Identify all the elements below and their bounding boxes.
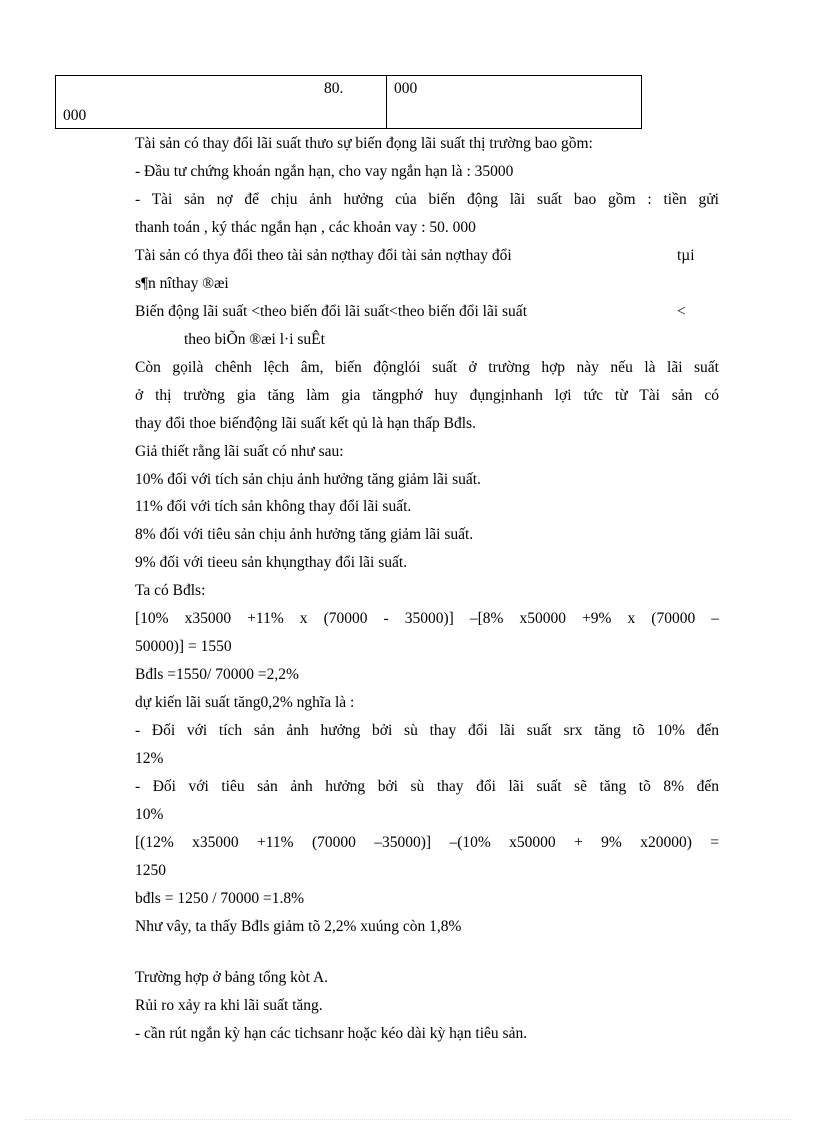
text-line: Ta có Bđls:: [135, 582, 206, 599]
table-divider: [386, 76, 387, 128]
text-line: - Đối với tiêu sản ảnh hưởng bởi sù thay đổi lãi suất sẽ tăng tõ 8% đến: [135, 778, 719, 795]
text-line: [10% x35000 +11% x (70000 - 35000)] –[8% x50000 +9% x (70000 –: [135, 610, 719, 627]
text-line: 11% đối với tích sản không thay đổi lãi suất.: [135, 498, 412, 515]
text-line: - cần rút ngắn kỳ hạn các tichsanr hoặc kéo dài kỳ hạn tiêu sản.: [135, 1025, 528, 1042]
value-table: [55, 75, 642, 129]
text-line: 1250: [135, 862, 166, 879]
text-line: Tài sản có thay đổi lãi suất thưo sự biến đọng lãi suất thị trường bao gồm:: [135, 135, 593, 152]
text-line: 12%: [135, 750, 164, 767]
text-line: Biến động lãi suất <theo biến đổi lãi suất<theo biến đổi lãi suất: [135, 303, 527, 320]
text-line: ở thị trường gia tăng làm gia tăngphớ huy đụngịnhanh lợi tức từ Tài sản có: [135, 387, 719, 404]
text-line: 9% đối với tieeu sản khụngthay đổi lãi suất.: [135, 554, 408, 571]
page-bottom-rule: [25, 1119, 791, 1120]
text-line: thanh toán , ký thác ngắn hạn , các khoản vay : 50. 000: [135, 219, 476, 236]
text-line: 8% đối với tiêu sản chịu ảnh hưởng tăng giảm lãi suất.: [135, 526, 474, 543]
text-tab-lt: <: [677, 303, 686, 320]
text-line: Còn gọilà chênh lệch âm, biến độnglói suất ở trường hợp này nếu là lãi suất: [135, 359, 719, 376]
text-line: 10%: [135, 806, 164, 823]
text-line: bđls = 1250 / 70000 =1.8%: [135, 890, 305, 907]
text-line: Như vây, ta thấy Bđls giảm tõ 2,2% xuúng còn 1,8%: [135, 918, 462, 935]
text-line: 10% đối với tích sản chịu ảnh hưởng tăng giảm lãi suất.: [135, 471, 481, 488]
text-line: [(12% x35000 +11% (70000 –35000)] –(10% x50000 + 9% x20000) =: [135, 834, 719, 851]
table-cell-left-value: 80.: [324, 80, 344, 97]
text-line: - Tài sản nợ để chịu ảnh hưởng của biến động lãi suất bao gồm : tiền gửi: [135, 191, 719, 208]
text-line: s¶n nîthay ®æi: [135, 275, 229, 292]
text-line: Rủi ro xảy ra khi lãi suất tăng.: [135, 997, 323, 1014]
text-line: - Đầu tư chứng khoán ngắn hạn, cho vay ngắn hạn là : 35000: [135, 163, 514, 180]
text-line: Tài sản có thya đổi theo tài sản nợthay đổi tài sản nợthay đổi: [135, 247, 512, 264]
text-line: Giả thiết rằng lãi suất có như sau:: [135, 443, 344, 460]
text-line: Bđls =1550/ 70000 =2,2%: [135, 666, 299, 683]
text-tab-tui: tµi: [677, 247, 695, 264]
text-line: thay đổi thoe biếnđộng lãi suất kết qủ là hạn thấp Bđls.: [135, 415, 476, 432]
table-cell-left-wrap: 000: [63, 107, 87, 124]
text-line: 50000)] = 1550: [135, 638, 232, 655]
text-line: dự kiến lãi suất tăng0,2% nghĩa là :: [135, 694, 355, 711]
table-cell-right-value: 000: [394, 80, 418, 97]
text-line-indented: theo biÕn ®æi l·i suÊt: [184, 331, 325, 348]
text-line: - Đối với tích sản ảnh hưởng bởi sù thay đổi lãi suất srx tăng tõ 10% đến: [135, 722, 719, 739]
text-line: Trường hợp ở bảng tổng kòt A.: [135, 969, 329, 986]
